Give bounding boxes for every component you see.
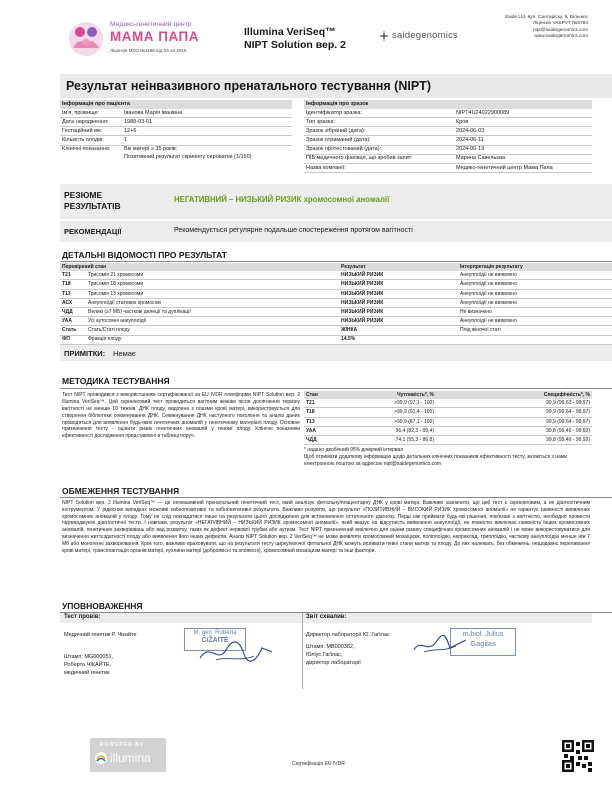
- performance-table: [304, 391, 592, 467]
- patient-info-heading: Інформація про пацієнта: [60, 100, 292, 109]
- specificity-value: 99,8 (99,49 - 99,92): [436, 426, 592, 435]
- condition-code: ЧДД: [304, 435, 348, 444]
- notes-block: [60, 345, 612, 361]
- performed-by-title: Тест провів:: [64, 614, 101, 620]
- result-interpretation: Анеуплоїдії не виявлено: [458, 271, 612, 280]
- result-value: 14.5%: [339, 335, 458, 344]
- result-value: НИЗЬКИЙ РИЗИК: [339, 298, 458, 307]
- specificity-value: 99,9 (99,64 - 99,97): [436, 417, 592, 426]
- notes-value: Немає: [113, 349, 136, 358]
- summary-label-line: РЕЗУЛЬТАТІВ: [64, 200, 121, 211]
- table-row: [304, 164, 592, 173]
- table-row: [304, 145, 592, 154]
- table-row: [60, 118, 292, 127]
- tested-date: 2024-06-19: [454, 145, 592, 154]
- column-header: Специфічність*, %: [543, 391, 590, 398]
- condition-code: T13: [304, 417, 348, 426]
- patient-info-table: [60, 109, 292, 162]
- performed-by-name: Роберта ЧІКАЙТЕ,: [64, 661, 112, 668]
- condition-code: T18: [304, 408, 348, 417]
- condition-name: Великі (≥7 МБ) часткові делеції та дуплікації: [86, 307, 339, 316]
- condition-code: УАА: [304, 426, 348, 435]
- sensitivity-value: 96,4 (82,3 - 99,4): [348, 426, 436, 435]
- performance-footnote: * надано двобічний 95% довірчий інтервал: [304, 447, 404, 454]
- certification-text: Сертифікація EU IVDR: [292, 761, 345, 767]
- table-row: [304, 136, 592, 145]
- table-row: [304, 127, 592, 136]
- field-label: Ідентифікатор зразка:: [304, 109, 454, 118]
- sensitivity-value: >99,9 (97,1 - 100): [348, 399, 436, 408]
- column-header: Чутливість*, %: [397, 391, 434, 398]
- limitations-heading: ОБМЕЖЕННЯ ТЕСТУВАННЯ: [62, 486, 180, 496]
- column-header: Стан: [306, 391, 318, 398]
- result-value: НИЗЬКИЙ РИЗИК: [339, 289, 458, 298]
- recommendation-label: РЕКОМЕНДАЦІЇ: [64, 227, 122, 236]
- seal-line: Gagilas: [470, 639, 496, 649]
- clinic-name-line1: Медико-генетичний центр: [110, 21, 192, 28]
- table-row: [304, 399, 592, 408]
- sensitivity-value: >99,9 (87,1 - 100): [348, 417, 436, 426]
- limitations-heading-rule: [60, 497, 612, 498]
- patient-name: Іванова Марія Іванівна: [122, 109, 292, 118]
- performed-by-stamp: Штамп: MG000051,: [64, 654, 114, 660]
- illumina-logo-icon: [94, 751, 108, 765]
- summary-label-line: РЕЗЮМЕ: [64, 190, 103, 200]
- clinic-license: Ліцензія МОЗ №1168 від 03.10.2016: [110, 48, 187, 53]
- condition-name: Фракція плоду: [86, 335, 339, 344]
- limitations-paragraph: NIPT Solution вер. 2 Illumina VeriSeq™ — це неінвазивний пренатальний генетичний тест, який аналізує фетальну/плацентарну ДНК у крові матері. Важливо зазначити, що цей тест є скринінговим, а не діагностичним інструментом. У рідкісних випадках можливі хибнопозитивні та хибнонегативні результати. Важливо розуміти, що результат «ПОЗИТИВНИЙ – ВИСОКИЙ РИЗИК хромосомної аномалії» не гарантує наявності виявлених хромосомних аномалій у плоду. Тому не слід покладатися лише на результати цього дослідження для встановлення остаточного діагнозу. Перш ніж приймати будь-які рішення, пов'язані з вагітністю, необхідно провести підтверджуючі діагностичні тести. І навпаки, результат «НЕГАТИВНИЙ – НИЗЬКИЙ РИЗИК хромосомної аномалії», який вказує на відсутність виявлення анеуплоїдії, не повністю виключає наявність інших хромосомних аномалій, генетичних захворювань або вад розвитку, таких як дефект нервової трубки або аутизм. Тест NIPT призначений виключно для оцінки ризику специфічних хромосомних аномалій і не може використовуватися для визначення життєздатності плоду або виявлення його інших дефектів. Аналіз NIPT Solution вер. 2 VeriSeq™ не може виявляти хромосомний мозаїцизм, поліплоїдію, наприклад, триплоїдію, часткову анеуплоїдію менше ніж 7 Мб або моногенні захворювання. Крім того, важливо враховувати, що на результати тесту циркулюючої фетальної ДНК можуть впливати певні стани матері та плоду. До них належать, без обмежень, нещодавнє переливання крові матері, трансплантація органів матері, пухлини матері (доброякісні та злоякісні), хромосомний мозаїцизм матері та інші фактори.: [62, 500, 590, 554]
- summary-separator: [60, 219, 612, 221]
- column-header: Перевірений стан: [62, 263, 107, 270]
- approved-by-stamp: Штамп: MB000382,: [306, 644, 355, 650]
- sample-type: Кров: [454, 118, 592, 127]
- right-signature-icon: [410, 632, 470, 658]
- approved-by-position: директор лабораторії: [306, 659, 361, 666]
- table-row: [60, 109, 292, 118]
- method-paragraph: Тест NIPT проводився з використанням сертифікованої за EU IVDR платформи NIPT Solution вер. 2 Illumina VeriSeq™. Цей скринінговий тест проводиться вагітним жінкам після досягнення терміну вагітності не менше 10 тижнів. ДНК плоду, виділена з плазми крові матері, використовується для створення бібліотеки секвенування ДНК. Секвенування ДНК наступного покоління та аналіз даних проводяться для виявлення будь-яких генетичних аномалій у генетичному матеріалі плоду. Основне призначення тесту - оцінити ризик генетичних аномалій у геномі плоду. Клінічні показники ефективності дослідження представлені в таблиці поруч.: [62, 392, 300, 440]
- approval-heading: УПОВНОВАЖЕННЯ: [62, 601, 143, 611]
- field-label: Назва компанії:: [304, 164, 454, 173]
- company-name: Медико-генетичний центр Мама Папа: [454, 164, 592, 173]
- table-row: [60, 289, 612, 298]
- product-name-line1: Illumina VeriSeq™: [244, 26, 336, 38]
- family-logo-icon: [64, 18, 108, 58]
- performed-by-role: Медичний генетик Р. Чікайте: [64, 632, 137, 638]
- recommendation-text: Рекомендується регулярне подальше спостереження протягом вагітності: [174, 227, 413, 234]
- condition-code: ФП: [60, 335, 86, 344]
- table-row: [304, 417, 592, 426]
- clinical-indication: Вік матері ≥ 35 років;: [124, 146, 178, 153]
- condition-code: Стать: [60, 326, 86, 335]
- condition-code: УАА: [60, 317, 86, 326]
- clinic-logo: [64, 18, 224, 62]
- summary-result: НЕГАТИВНИЙ – НИЗЬКИЙ РИЗИК хромосомної аномалії: [174, 195, 390, 204]
- table-row: [304, 435, 592, 444]
- field-label: Гестаційний вік:: [60, 127, 122, 136]
- patient-info: [60, 100, 292, 162]
- gestational-age: 12+6: [122, 127, 292, 136]
- table-row: [60, 317, 612, 326]
- sensitivity-value: >99,9 (91,4 - 100): [348, 408, 436, 417]
- requesting-physician: Марина Савельєва: [454, 154, 592, 163]
- result-value: НИЗЬКИЙ РИЗИК: [339, 317, 458, 326]
- table-row: [60, 154, 292, 162]
- result-interpretation: Анеуплоїдії не виявлено: [458, 280, 612, 289]
- field-label: Зразок зібраний (дата):: [304, 127, 454, 136]
- sensitivity-value: 74,1 (55,3 - 86,8): [348, 435, 436, 444]
- result-value: НИЗЬКИЙ РИЗИК: [339, 307, 458, 316]
- partner-star-icon: [378, 30, 390, 42]
- details-heading-rule: [60, 261, 612, 262]
- result-interpretation: [458, 335, 612, 344]
- table-row: [60, 307, 612, 316]
- table-header-row: [304, 391, 592, 399]
- clinic-name-line2: МАМА ПАПА: [110, 29, 199, 44]
- table-row: [304, 426, 592, 435]
- condition-code: T13: [60, 289, 86, 298]
- condition-code: T21: [60, 271, 86, 280]
- powered-by-label: POWERED BY: [100, 742, 145, 748]
- lab-address-line: Saide Ltd, вул. Сантаріску, 5, Вільнюс: [504, 15, 588, 20]
- table-row: [304, 408, 592, 417]
- result-interpretation: Анеуплоїдії не виявлено: [458, 317, 612, 326]
- details-table: [60, 263, 612, 345]
- table-row: [60, 136, 292, 145]
- approved-by-role: Директор лабораторії Ю. Гаґілас: [306, 632, 390, 638]
- sample-info-table: [304, 109, 592, 173]
- performance-grid: [304, 391, 592, 445]
- fetus-count: 1: [122, 136, 292, 145]
- results-table: [60, 263, 612, 345]
- condition-code: ЧДД: [60, 307, 86, 316]
- table-row: [60, 335, 612, 344]
- condition-name: Анеуплоїдії статевих хромосом: [86, 298, 339, 307]
- illumina-brand: illumina: [110, 751, 151, 765]
- lab-email: nipt@saidegenomics.com: [533, 27, 588, 33]
- condition-name: Стать/Статі плоду: [86, 326, 339, 335]
- table-row: [304, 109, 592, 118]
- page-title: Результат неінвазивного пренатального тестування (NIPT): [66, 79, 431, 93]
- table-row: [60, 298, 612, 307]
- result-interpretation: Анеуплоїдії не виявлено: [458, 289, 612, 298]
- table-row: [60, 127, 292, 136]
- lab-address: [505, 15, 588, 41]
- approved-by-name: Юліус Гаґілас,: [306, 651, 343, 658]
- result-value: ЖІНКА: [339, 326, 458, 335]
- field-label: Тип зразка:: [304, 118, 454, 127]
- condition-code: T18: [60, 280, 86, 289]
- approved-by-details: [306, 644, 361, 668]
- result-value: НИЗЬКИЙ РИЗИК: [339, 271, 458, 280]
- result-interpretation: Анеуплоїдії не виявлено: [458, 298, 612, 307]
- notes-label: ПРИМІТКИ:: [64, 349, 106, 358]
- approval-divider: [302, 613, 303, 689]
- field-label: Ім'я, прізвище:: [60, 109, 122, 118]
- summary-label: [64, 190, 121, 211]
- qr-code-icon: [562, 740, 594, 772]
- left-signature-icon: [196, 638, 276, 666]
- condition-name: Трисомія 21 хромосоми: [86, 271, 339, 280]
- product-name-line2: NIPT Solution вер. 2: [244, 39, 346, 51]
- column-header: Результат: [341, 263, 366, 270]
- partner-logo: [378, 28, 478, 46]
- field-label: Зразок протестований (дата):: [304, 145, 454, 154]
- method-heading: МЕТОДИКА ТЕСТУВАННЯ: [62, 376, 170, 386]
- performed-by-details: [64, 654, 113, 678]
- condition-name: Трисомія 13 хромосоми: [86, 289, 339, 298]
- sample-id: NIPT4U24022900089: [454, 109, 592, 118]
- seal-line: m.biol. Julius: [462, 631, 504, 638]
- condition-code: T21: [304, 399, 348, 408]
- details-heading: ДЕТАЛЬНІ ВІДОМОСТІ ПРО РЕЗУЛЬТАТ: [62, 250, 227, 260]
- sample-info-heading: Інформація про зразок: [304, 100, 592, 109]
- birth-date: 1988-03-01: [122, 118, 292, 127]
- sample-info: [304, 100, 592, 173]
- table-row: [60, 326, 612, 335]
- table-row: [304, 118, 592, 127]
- condition-code: АСХ: [60, 298, 86, 307]
- specificity-value: 99,9 (99,63 - 99,97): [436, 399, 592, 408]
- specificity-value: 99,8 (99,49 - 99,92): [436, 435, 592, 444]
- seal-line: M. gen. Roberta: [193, 630, 237, 636]
- field-label: Клінічні показання:: [62, 146, 111, 153]
- table-row: [304, 154, 592, 163]
- table-row: [60, 145, 292, 154]
- lab-website: www.saidegenomics.com: [534, 34, 588, 40]
- received-date: 2024-06-11: [454, 136, 592, 145]
- result-interpretation: Плід жіночої статі: [458, 326, 612, 335]
- field-label: Кількість плодів:: [60, 136, 122, 145]
- method-heading-rule: [60, 388, 612, 389]
- field-label: Дата народження:: [60, 118, 122, 127]
- condition-name: Усі аутосомні анеуплоїдії: [86, 317, 339, 326]
- clinical-indication-extra: Позитивний результат скринінгу сироватки (1/150): [124, 154, 252, 161]
- collected-date: 2024-06-03: [454, 127, 592, 136]
- specificity-value: 99,9 (99,64 - 99,97): [436, 408, 592, 417]
- performed-by-position: медичний генетик: [64, 669, 110, 676]
- table-row: [60, 280, 612, 289]
- column-header: Інтерпретація результату: [460, 263, 523, 270]
- table-header-row: [60, 263, 612, 271]
- result-value: НИЗЬКИЙ РИЗИК: [339, 280, 458, 289]
- lab-address-line: Ліцензія VASPVT №5794: [532, 21, 588, 27]
- result-interpretation: Не визначено: [458, 307, 612, 316]
- performance-contact: Щоб отримати додаткову інформацію щодо детальних клінічних показників ефективності тесту, зв'яжіться з нами електронною поштою за адресою nipt@saidegenomics.com: [304, 454, 568, 467]
- field-label: Зразок отриманий (дата):: [304, 136, 454, 145]
- seal-line: ČIŽAITĖ: [201, 637, 229, 645]
- approved-by-title: Звіт схвалив:: [306, 614, 347, 620]
- condition-name: Трисомія 18 хромосоми: [86, 280, 339, 289]
- table-row: [60, 271, 612, 280]
- partner-logo-text: saidegenomics: [392, 30, 458, 41]
- field-label: ПІБ медичного фахівця, що зробив запит:: [304, 154, 454, 163]
